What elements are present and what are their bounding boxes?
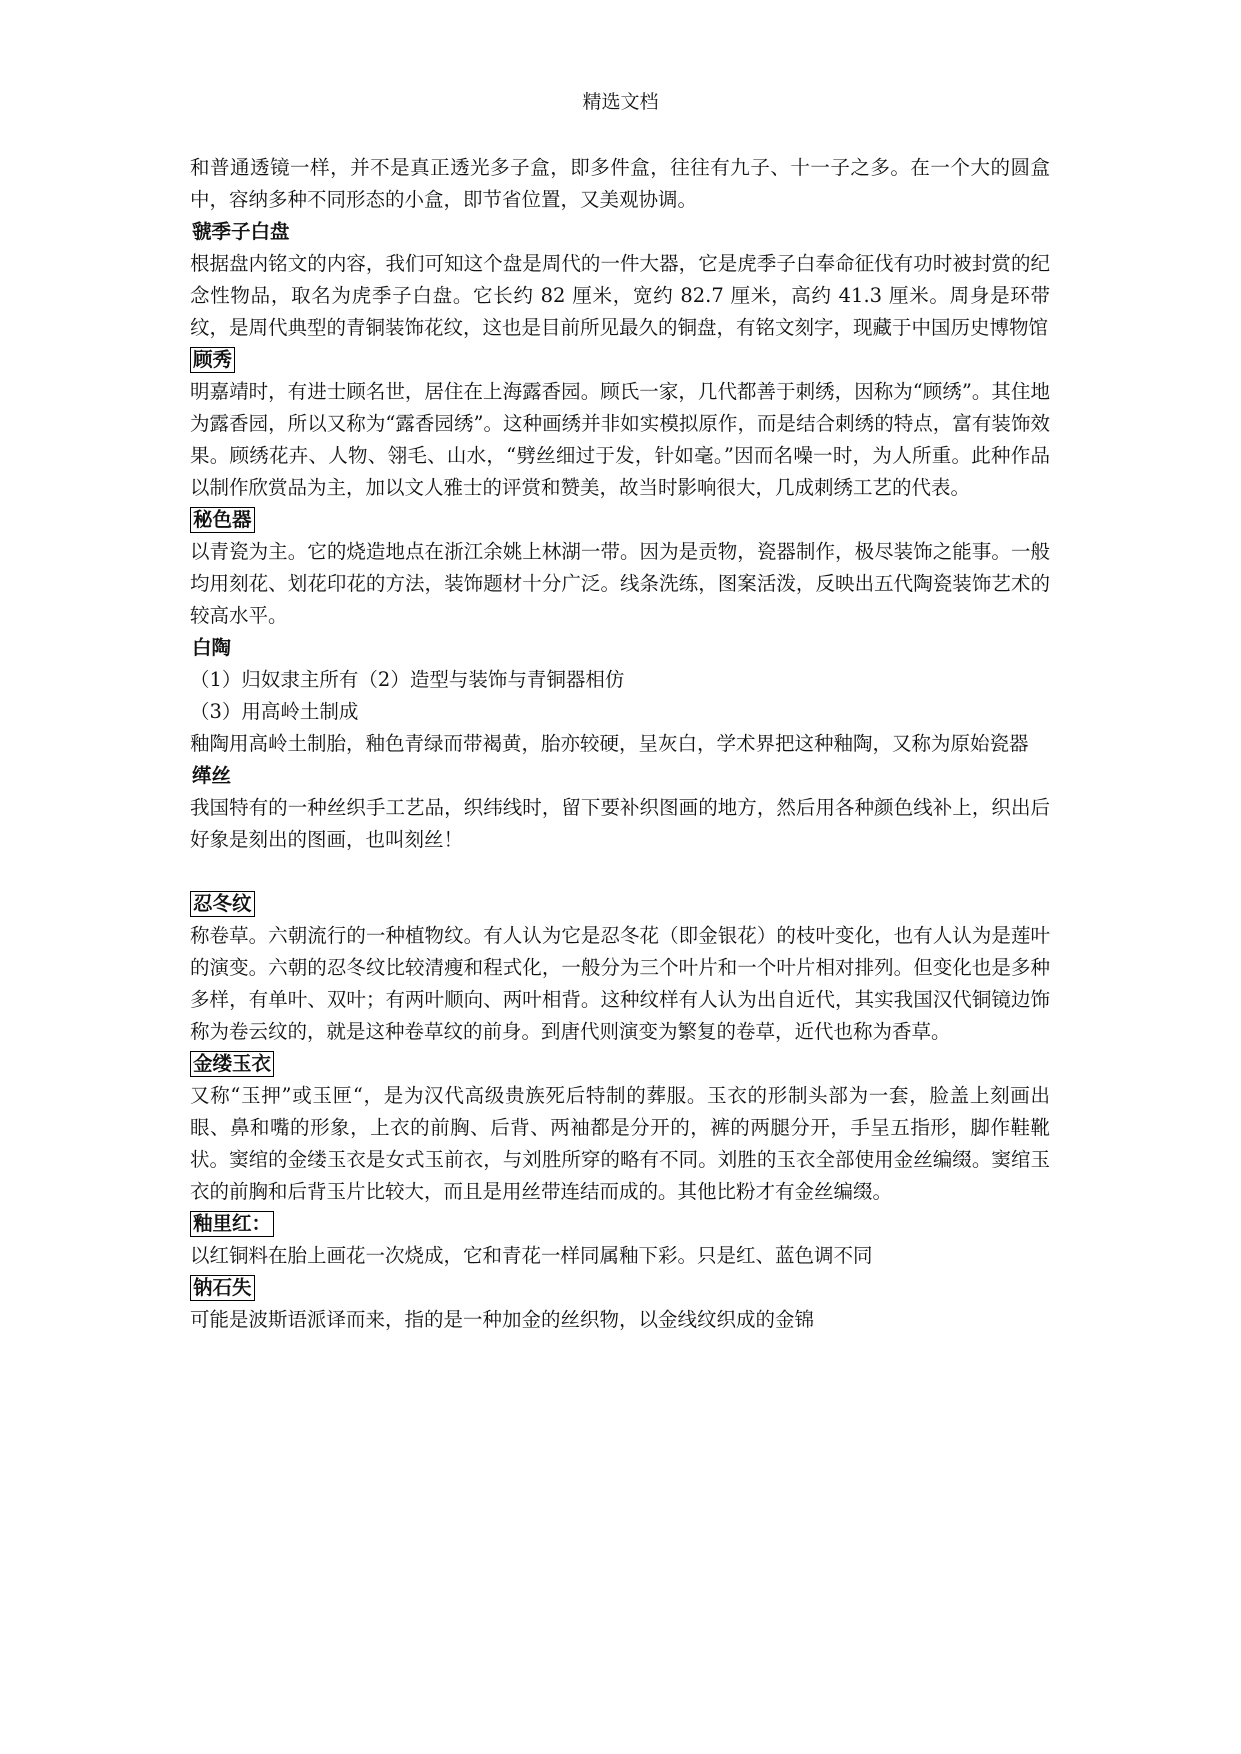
section-heading-nashishi <box>190 1272 1050 1304</box>
section-title: 忍冬纹 <box>190 891 255 917</box>
section-heading-youlihong <box>190 1208 1050 1240</box>
section-title: 白陶 <box>192 636 232 659</box>
section-title: 钠石失 <box>190 1275 255 1301</box>
intro-paragraph: 和普通透镜一样，并不是真正透光多子盒，即多件盒，往往有九子、十一子之多。在一个大的圆盒中，容纳多种不同形态的小盒，即节省位置，又美观协调。 <box>190 156 1050 211</box>
section-body-guxiu: 明嘉靖时，有进士顾名世，居住在上海露香园。顾氏一家，几代都善于刺绣，因称为“顾绣”。其住地为露香园，所以又称为“露香园绣”。这种画绣并非如实模拟原作，而是结合刺绣的特点，富有装饰效果。顾绣花卉、人物、翎毛、山水，“劈丝细过于发，针如毫。”因而名噪一时，为人所重。此种作品以制作欣赏品为主，加以文人雅士的评赏和赞美，故当时影响很大，几成刺绣工艺的代表。 <box>190 380 1050 499</box>
section-body-guojizi: 根据盘内铭文的内容，我们可知这个盘是周代的一件大器，它是虎季子白奉命征伐有功时被封赏的纪念性物品，取名为虎季子白盘。它长约 82 厘米，宽约 82.7 厘米，高约 41.3 厘米。周身是环带纹，是周代典型的青铜装饰花纹，这也是目前所见最久的铜盘，有铭文刻字，现藏于中国历史博物馆 <box>190 252 1050 339</box>
section-body-jinlvyuyi: 又称“玉押”或玉匣“，是为汉代高级贵族死后特制的葬服。玉衣的形制头部为一套，脸盖上刻画出眼、鼻和嘴的形象，上衣的前胸、后背、两袖都是分开的，裤的两腿分开，手呈五指形，脚作鞋靴状。窦绾的金缕玉衣是女式玉前衣，与刘胜所穿的略有不同。刘胜的玉衣全部使用金丝编缀。窦绾玉衣的前胸和后背玉片比较大，而且是用丝带连结而成的。其他比粉才有金丝编缀。 <box>190 1084 1050 1203</box>
section-body-rendongwen: 称卷草。六朝流行的一种植物纹。有人认为它是忍冬花（即金银花）的枝叶变化，也有人认为是莲叶的演变。六朝的忍冬纹比较清瘦和程式化，一般分为三个叶片和一个叶片相对排列。但变化也是多种多样，有单叶、双叶；有两叶顺向、两叶相背。这种纹样有人认为出自近代，其实我国汉代铜镜边饰称为卷云纹的，就是这种卷草纹的前身。到唐代则演变为繁复的卷草，近代也称为香草。 <box>190 924 1050 1043</box>
section-heading-rendongwen <box>190 888 1050 920</box>
section-heading-guojizi <box>190 216 1050 248</box>
section-heading-jinlvyuyi <box>190 1048 1050 1080</box>
section-heading-mise <box>190 504 1050 536</box>
section-body-youlihong: 以红铜料在胎上画花一次烧成，它和青花一样同属釉下彩。只是红、蓝色调不同 <box>190 1244 873 1267</box>
section-body-baitao: 釉陶用高岭土制胎，釉色青绿而带褐黄，胎亦较硬，呈灰白，学术界把这种釉陶，又称为原始瓷器 <box>190 732 1029 755</box>
section-heading-guxiu <box>190 344 1050 376</box>
section-heading-baitao <box>190 632 1050 664</box>
section-title: 秘色器 <box>190 507 255 533</box>
section-body-nashishi: 可能是波斯语派译而来，指的是一种加金的丝织物，以金线纹织成的金锦 <box>190 1308 815 1331</box>
document-body <box>190 152 1050 1336</box>
section-title: 虢季子白盘 <box>192 220 290 243</box>
section-heading-kesi <box>190 760 1050 792</box>
section-title: 顾秀 <box>190 347 235 373</box>
section-body-kesi: 我国特有的一种丝织手工艺品，织纬线时，留下要补织图画的地方，然后用各种颜色线补上，织出后好象是刻出的图画，也叫刻丝！ <box>190 796 1050 851</box>
list-item: （3）用高岭土制成 <box>190 700 359 723</box>
page-header: 精选文档 <box>582 91 659 113</box>
section-body-mise: 以青瓷为主。它的烧造地点在浙江余姚上林湖一带。因为是贡物，瓷器制作，极尽装饰之能事。一般均用刻花、划花印花的方法，装饰题材十分广泛。线条洗练，图案活泼，反映出五代陶瓷装饰艺术的较高水平。 <box>190 540 1050 627</box>
blank-line <box>190 856 1050 888</box>
list-item: （1）归奴隶主所有（2）造型与装饰与青铜器相仿 <box>190 668 625 691</box>
section-title: 缂丝 <box>192 764 232 787</box>
section-title: 金缕玉衣 <box>190 1051 274 1077</box>
section-title: 釉里红： <box>190 1211 274 1237</box>
